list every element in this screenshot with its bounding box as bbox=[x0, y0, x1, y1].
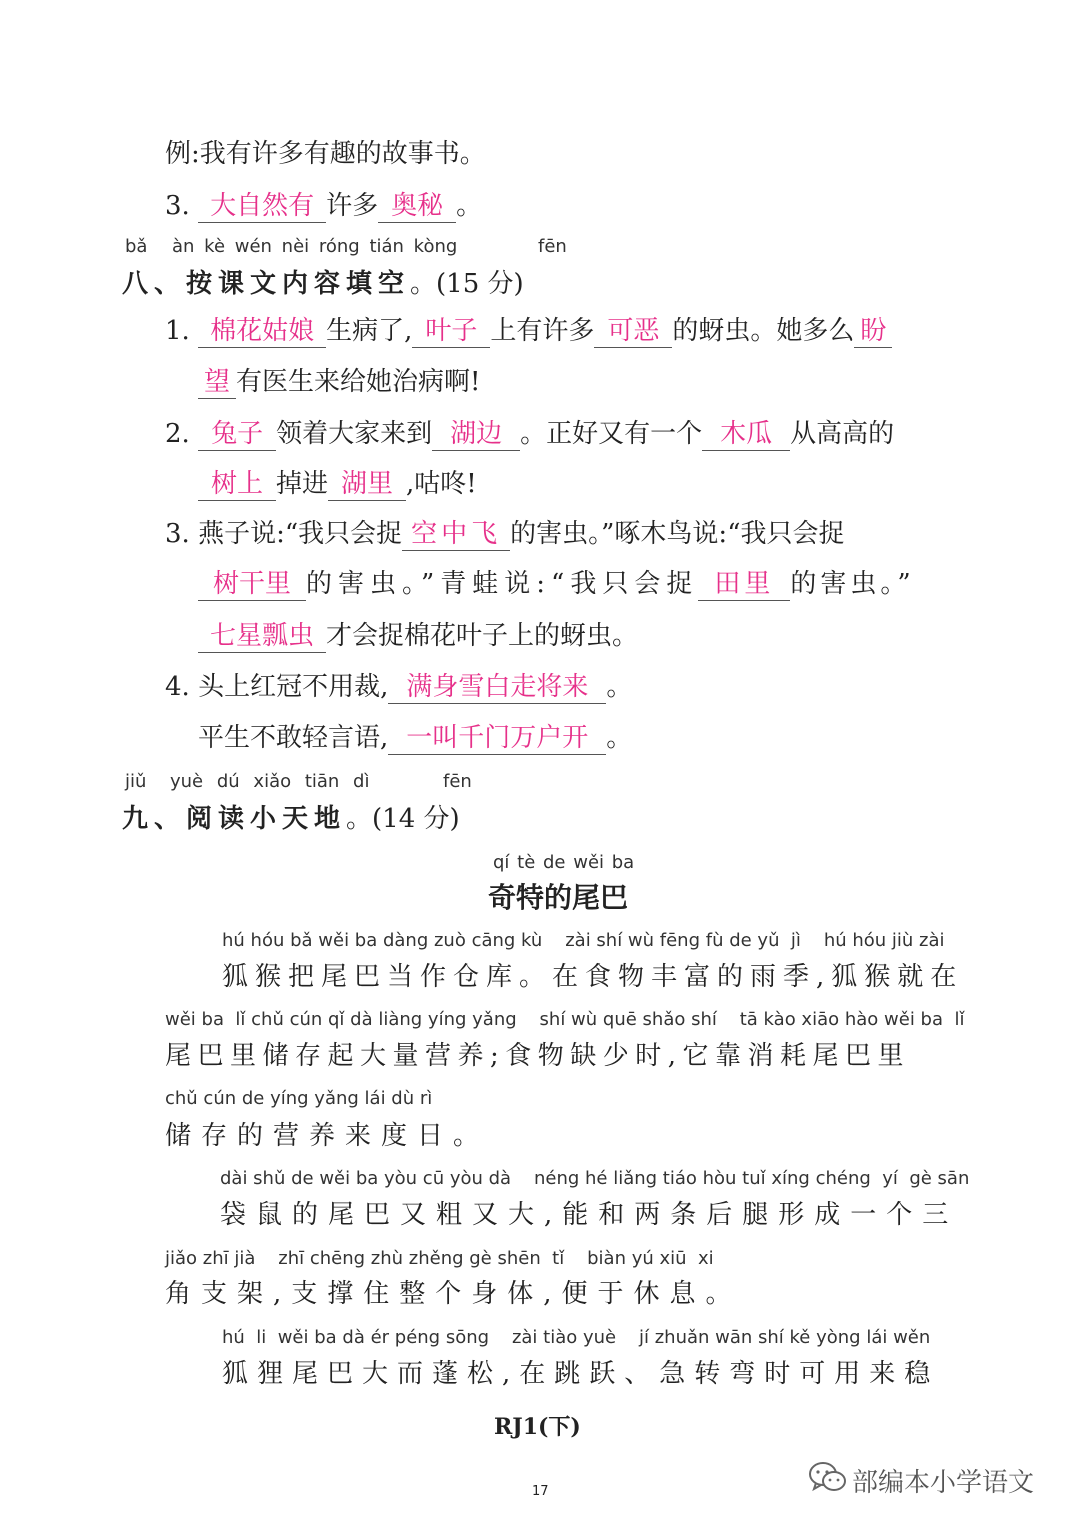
passage-pinyin-line: chǔ cún de yíng yǎng lái dù rì bbox=[165, 1088, 433, 1109]
section-8-pinyin-1: bǎ bbox=[125, 236, 148, 257]
passage-text-line: 尾巴里储存起大量营养;食物缺少时,它靠消耗尾巴里 bbox=[165, 1041, 911, 1071]
q8-1-line1 bbox=[165, 315, 892, 348]
text: 。 bbox=[456, 191, 483, 221]
answer-blank: 可恶 bbox=[594, 315, 672, 348]
text: 的害虫。” bbox=[790, 569, 915, 599]
text: 燕子说:“我只会捉 bbox=[198, 519, 403, 549]
answer-blank: 盼 bbox=[854, 315, 892, 348]
passage-title-pinyin: qí tè de wěi ba bbox=[493, 852, 635, 873]
q8-3-line1 bbox=[165, 518, 845, 551]
q-number: 3. bbox=[165, 191, 190, 221]
section-8-heading bbox=[122, 263, 524, 300]
answer-blank: 叶子 bbox=[412, 315, 490, 348]
q8-2-line1 bbox=[165, 418, 894, 451]
q8-3-line2 bbox=[198, 568, 915, 601]
answer-blank: 兔子 bbox=[198, 418, 276, 451]
answer-blank: 树上 bbox=[198, 468, 276, 501]
q7-3 bbox=[165, 190, 482, 223]
text: 的害虫。”青蛙说:“我只会捉 bbox=[306, 569, 699, 599]
q8-2-line2 bbox=[198, 468, 477, 501]
section-9-heading bbox=[122, 798, 460, 835]
text: 领着大家来到 bbox=[276, 419, 433, 449]
text: 。 bbox=[606, 672, 633, 702]
text: 才会捉棉花叶子上的蚜虫。 bbox=[326, 621, 639, 651]
example-sentence: 例:我有许多有趣的故事书。 bbox=[165, 139, 486, 169]
q8-4-line1 bbox=[165, 671, 632, 704]
text: 生病了, bbox=[326, 316, 413, 346]
section-8-pinyin-3: fēn bbox=[538, 236, 567, 257]
text: 的害虫。”啄木鸟说:“我只会捉 bbox=[510, 519, 845, 549]
section-title: 八、按课文内容填空 bbox=[122, 269, 411, 299]
answer-blank: 奥秘 bbox=[378, 190, 456, 223]
section-score: 。(15 分) bbox=[410, 269, 524, 299]
passage-pinyin-line: wěi ba lǐ chǔ cún qǐ dà liàng yíng yǎng shí wù quē shǎo shí tā kào xiāo hào wěi ba lǐ bbox=[165, 1009, 965, 1030]
text: 头上红冠不用裁, bbox=[198, 672, 389, 702]
answer-blank: 湖里 bbox=[328, 468, 406, 501]
passage-pinyin-line: jiǎo zhī jià zhī chēng zhù zhěng gè shēn tǐ biàn yú xiū xi bbox=[165, 1248, 714, 1269]
passage-pinyin-line: dài shǔ de wěi ba yòu cū yòu dà néng hé liǎng tiáo hòu tuǐ xíng chéng yí gè sān bbox=[220, 1168, 970, 1189]
section-8-pinyin-2: àn kè wén nèi róng tián kòng bbox=[172, 236, 458, 257]
answer-blank: 一叫千门万户开 bbox=[388, 722, 606, 755]
answer-blank: 大自然有 bbox=[198, 190, 326, 223]
text: 从高高的 bbox=[790, 419, 895, 449]
text: 有医生来给她治病啊! bbox=[236, 367, 481, 397]
text: 的蚜虫。她多么 bbox=[672, 316, 855, 346]
text: 许多 bbox=[326, 191, 379, 221]
q8-4-line2 bbox=[198, 722, 632, 755]
answer-blank: 棉花姑娘 bbox=[198, 315, 326, 348]
answer-blank: 七星瓢虫 bbox=[198, 620, 326, 653]
passage-pinyin-line: hú hóu bǎ wěi ba dàng zuò cāng kù zài shí wù fēng fù de yǔ jì hú hóu jiù zài bbox=[222, 930, 945, 951]
text: 掉进 bbox=[276, 469, 329, 499]
passage-pinyin-line: hú li wěi ba dà ér péng sōng zài tiào yuè jí zhuǎn wān shí kě yòng lái wěn bbox=[222, 1327, 931, 1348]
section-9-pinyin-3: fēn bbox=[443, 771, 472, 792]
answer-blank: 湖边 bbox=[432, 418, 520, 451]
q-number: 1. bbox=[165, 316, 190, 346]
passage-title: 奇特的尾巴 bbox=[488, 881, 629, 914]
text: 。正好又有一个 bbox=[520, 419, 703, 449]
answer-blank: 望 bbox=[198, 366, 236, 399]
text: ,咕咚! bbox=[406, 469, 477, 499]
answer-blank: 空中飞 bbox=[402, 518, 510, 551]
q-number: 2. bbox=[165, 419, 190, 449]
section-title: 九、阅读小天地 bbox=[122, 804, 347, 834]
section-9-pinyin-2: yuè dú xiǎo tiān dì bbox=[170, 771, 370, 792]
passage-text-line: 储存的营养来度日。 bbox=[165, 1121, 490, 1151]
answer-blank: 满身雪白走将来 bbox=[388, 671, 606, 704]
q8-3-line3 bbox=[198, 620, 638, 653]
q-number: 4. bbox=[165, 672, 190, 702]
answer-blank: 田里 bbox=[698, 568, 790, 601]
watermark-text: 部编本小学语文 bbox=[852, 1468, 1035, 1498]
text: 平生不敢轻言语, bbox=[198, 723, 389, 753]
text: 上有许多 bbox=[490, 316, 595, 346]
section-score: 。(14 分) bbox=[346, 804, 460, 834]
book-code-footer: RJ1(下) bbox=[494, 1414, 581, 1440]
q-number: 3. bbox=[165, 519, 190, 549]
section-9-pinyin-1: jiǔ bbox=[125, 771, 147, 792]
passage-text-line: 狐狸尾巴大而蓬松,在跳跃、急转弯时可用来稳 bbox=[222, 1359, 940, 1389]
passage-text-line: 袋鼠的尾巴又粗又大,能和两条后腿形成一个三 bbox=[220, 1200, 959, 1230]
answer-blank: 树干里 bbox=[198, 568, 306, 601]
answer-blank: 木瓜 bbox=[702, 418, 790, 451]
text: 。 bbox=[606, 723, 633, 753]
wechat-icon bbox=[808, 1460, 848, 1496]
q8-1-line2 bbox=[198, 366, 480, 399]
passage-text-line: 角支架,支撑住整个身体,便于休息。 bbox=[165, 1279, 742, 1309]
passage-text-line: 狐猴把尾巴当作仓库。在食物丰富的雨季,狐猴就在 bbox=[222, 962, 964, 992]
page-number: 17 bbox=[532, 1484, 549, 1499]
